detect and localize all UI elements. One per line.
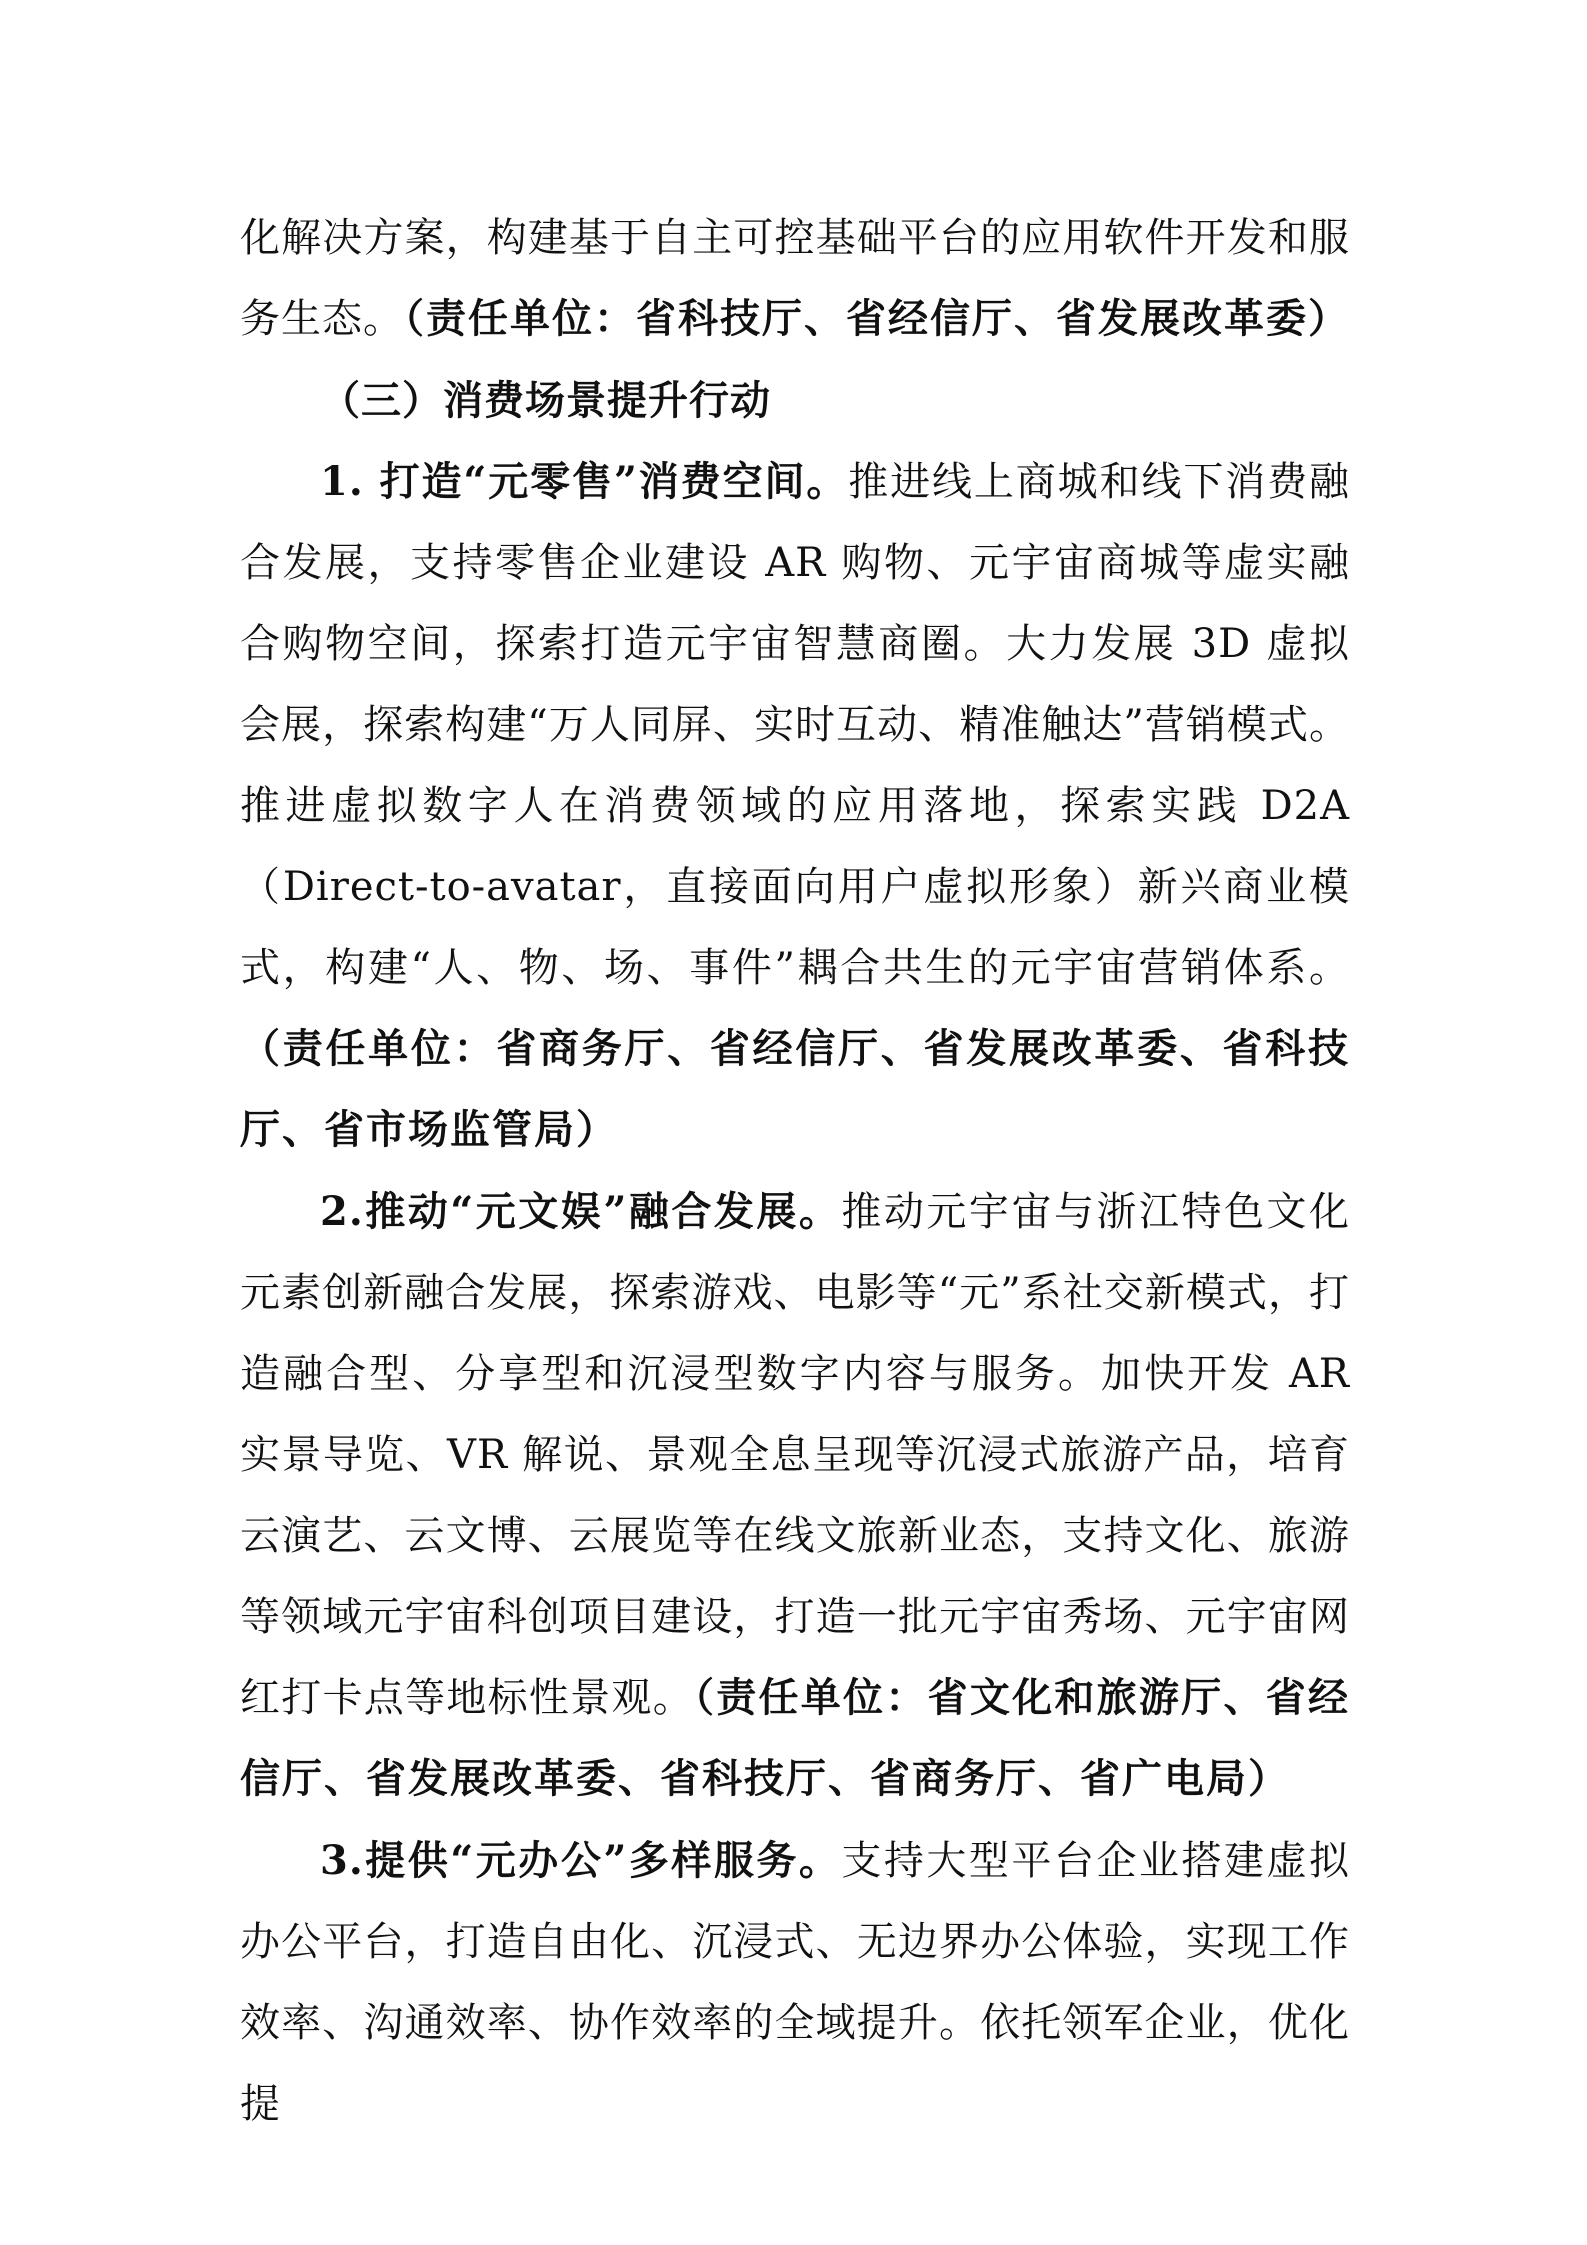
item-1-paragraph <box>240 441 1350 1171</box>
item-2-responsibility: （责任单位：省文化和旅游厅、省经信厅、省发展改革委、省科技厅、省商务厅、省广电局） <box>240 1675 1351 1802</box>
item-2-paragraph <box>240 1171 1350 1820</box>
intro-paragraph <box>240 198 1350 360</box>
item-1-title: 1. 打造“元零售”消费空间。 <box>320 458 849 505</box>
item-1-responsibility: （责任单位：省商务厅、省经信厅、省发展改革委、省科技厅、省市场监管局） <box>240 1026 1350 1153</box>
section-heading: （三）消费场景提升行动 <box>320 377 771 424</box>
intro-responsibility: （责任单位：省科技厅、省经信厅、省发展改革委） <box>404 296 1350 342</box>
intro-text: 化解决方案，构建基于自主可控基础平台的应用软件开发和服务生态。 <box>240 215 1350 342</box>
item-3-body: 支持大型平台企业搭建虚拟办公平台，打造自由化、沉浸式、无边界办公体验，实现工作效率、沟通效率、协作效率的全域提升。依托领军企业，优化提 <box>240 1838 1351 2127</box>
item-2-title: 2.推动“元文娱”融合发展。 <box>320 1188 842 1235</box>
item-3-paragraph <box>240 1820 1350 2145</box>
item-3-title: 3.提供“元办公”多样服务。 <box>320 1837 842 1884</box>
item-1-body: 推进线上商城和线下消费融合发展，支持零售企业建设 AR 购物、元宇宙商城等虚实融合购物空间，探索打造元宇宙智慧商圈。大力发展 3D 虚拟会展，探索构建“万人同屏、实时互动、精准触达”营销模式。推进虚拟数字人在消费领域的应用落地，探索实践 D2A（Direct-to-avatar，直接面向用户虚拟形象）新兴商业模式，构建“人、物、场、事件”耦合共生的元宇宙营销体系。 <box>240 459 1351 991</box>
item-2-body: 推动元宇宙与浙江特色文化元素创新融合发展，探索游戏、电影等“元”系社交新模式，打造融合型、分享型和沉浸型数字内容与服务。加快开发 AR 实景导览、VR 解说、景观全息呈现等沉浸式旅游产品，培育云演艺、云文博、云展览等在线文旅新业态，支持文化、旅游等领域元宇宙科创项目建设，打造一批元宇宙秀场、元宇宙网红打卡点等地标性景观。 <box>240 1189 1351 1721</box>
document-body <box>240 198 1350 2145</box>
